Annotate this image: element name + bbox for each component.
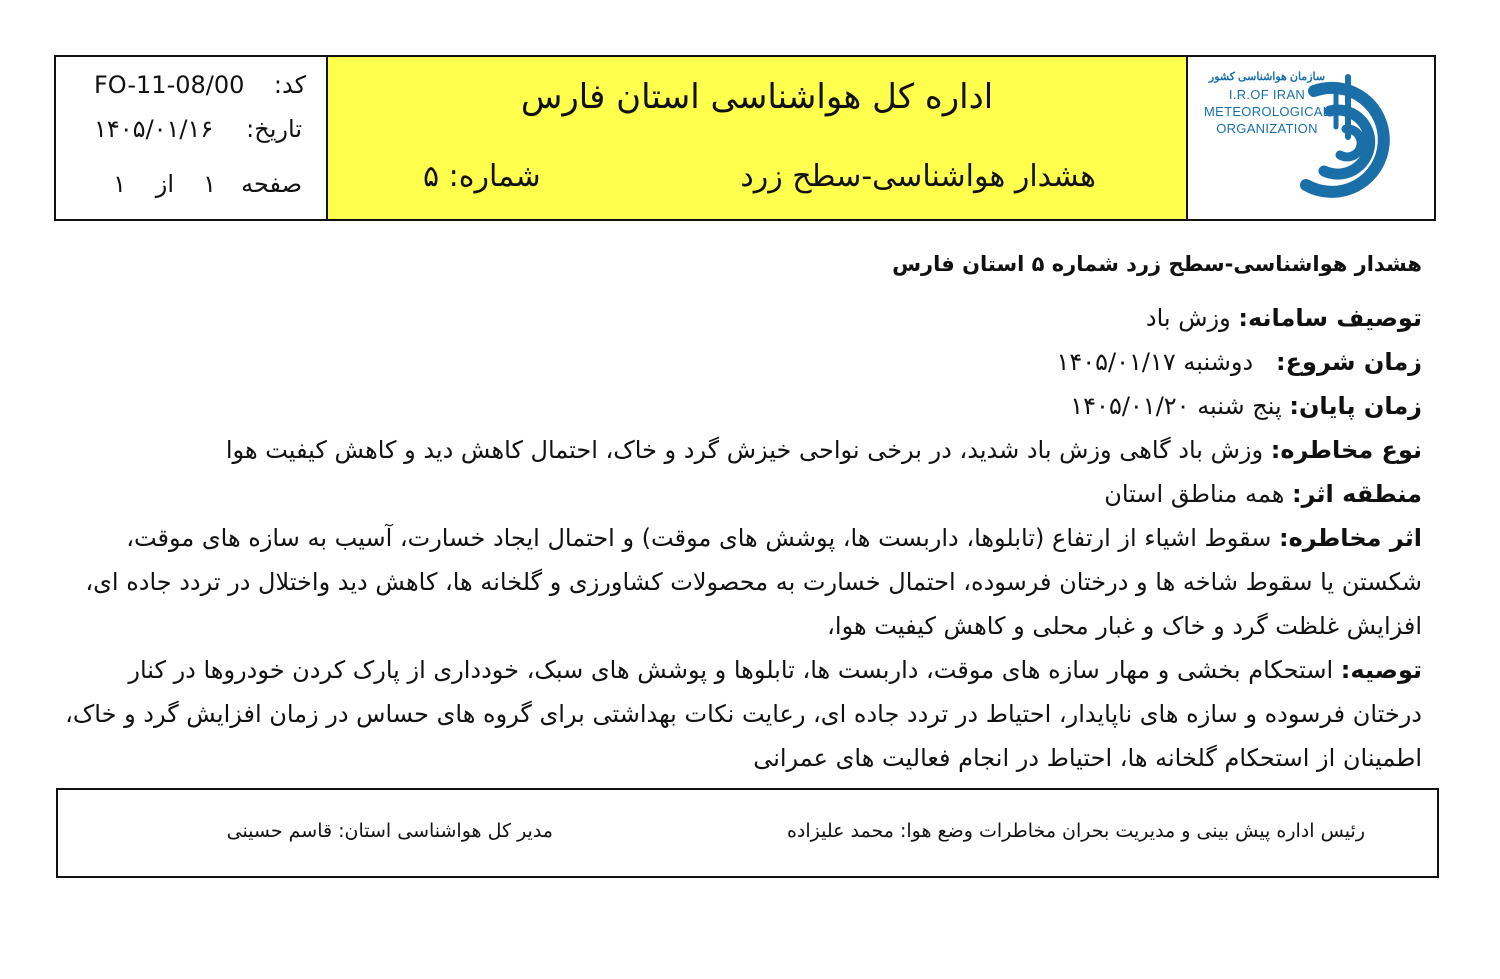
advice-label: توصیه: <box>1340 656 1422 684</box>
logo-panel <box>1186 57 1434 219</box>
advice-paragraph <box>60 648 1422 780</box>
logo-english-line-2: METEOROLOGICAL <box>1204 104 1331 119</box>
date-label: تاریخ: <box>246 115 302 143</box>
warning-title: هشدار هواشناسی-سطح زرد <box>740 159 1096 194</box>
logo-persian-text: سازمان هواشناسی کشور <box>1208 71 1326 83</box>
hazard-type-value: وزش باد گاهی وزش باد شدید، در برخی نواحی خیزش گرد و خاک، احتمال کاهش دید و کاهش کیفیت هوا <box>225 436 1264 464</box>
document-heading: هشدار هواشناسی-سطح زرد شماره ۵ استان فارس <box>892 252 1422 276</box>
advice-value: استحکام بخشی و مهار سازه های موقت، داربست ها، تابلوها و پوشش های سبک، خودداری از پارک کردن خودروها در کنار درختان فرسوده و سازه های ناپایدار، احتیاط در تردد جاده ای، رعایت نکات بهداشتی برای گروه های حساس در زمان افزایش گرد و خاک، اطمینان از استحکام گلخانه ها، احتیاط در انجام فعالیت های عمرانی <box>65 656 1422 772</box>
affected-area-row <box>60 472 1422 516</box>
hazard-type-row <box>60 428 1422 472</box>
start-time-row <box>60 340 1422 384</box>
system-description-row <box>60 296 1422 340</box>
end-value: پنج شنبه ۱۴۰۵/۰۱/۲۰ <box>1070 392 1282 420</box>
system-value: وزش باد <box>1145 304 1231 332</box>
document-header <box>54 55 1436 221</box>
logo-english-line-1: I.R.OF IRAN <box>1228 87 1306 102</box>
end-time-row <box>60 384 1422 428</box>
office-title: اداره کل هواشناسی استان فارس <box>520 77 994 117</box>
logo-text <box>1204 69 1330 137</box>
director-signature: مدیر کل هواشناسی استان: قاسم حسینی <box>226 820 553 842</box>
impact-value: سقوط اشیاء از ارتفاع (تابلوها، داربست ها، پوشش های موقت) و احتمال ایجاد خسارت، آسیب به سازه های موقت، شکستن یا سقوط شاخه ها و درختان فرسوده، احتمال خسارت به محصولات کشاورزی و گلخانه ها، کاهش دید واختلال در تردد جاده ای، افزایش غلظت گرد و خاک و غبار محلی و کاهش کیفیت هوا، <box>85 524 1422 640</box>
page-total: ۱ <box>113 170 126 198</box>
page-current: ۱ <box>203 170 216 198</box>
start-value: دوشنبه ۱۴۰۵/۰۱/۱۷ <box>1056 348 1254 376</box>
warning-number: شماره: ۵ <box>423 159 541 194</box>
end-label: زمان پایان: <box>1289 392 1422 420</box>
page-of-label: از <box>155 170 174 198</box>
logo-english-line-3: ORGANIZATION <box>1216 121 1318 136</box>
area-value: همه مناطق استان <box>1104 480 1285 508</box>
area-label: منطقه اثر: <box>1292 480 1422 508</box>
warning-body <box>60 238 1422 780</box>
signature-box <box>56 788 1439 878</box>
form-meta-panel <box>56 57 328 219</box>
forecast-head-signature: رئیس اداره پیش بینی و مدیریت بحران مخاطرات وضع هوا: محمد علیزاده <box>786 820 1365 842</box>
code-label: کد: <box>273 71 306 99</box>
date-value: ۱۴۰۵/۰۱/۱۶ <box>94 115 214 143</box>
code-value: FO-11-08/00 <box>94 71 245 99</box>
impact-label: اثر مخاطره: <box>1279 524 1422 552</box>
hazard-type-label: نوع مخاطره: <box>1270 436 1422 464</box>
start-label: زمان شروع: <box>1276 348 1422 376</box>
page-label: صفحه <box>241 170 302 198</box>
system-label: توصیف سامانه: <box>1238 304 1422 332</box>
title-panel <box>328 57 1186 219</box>
hazard-impact-paragraph <box>60 516 1422 648</box>
